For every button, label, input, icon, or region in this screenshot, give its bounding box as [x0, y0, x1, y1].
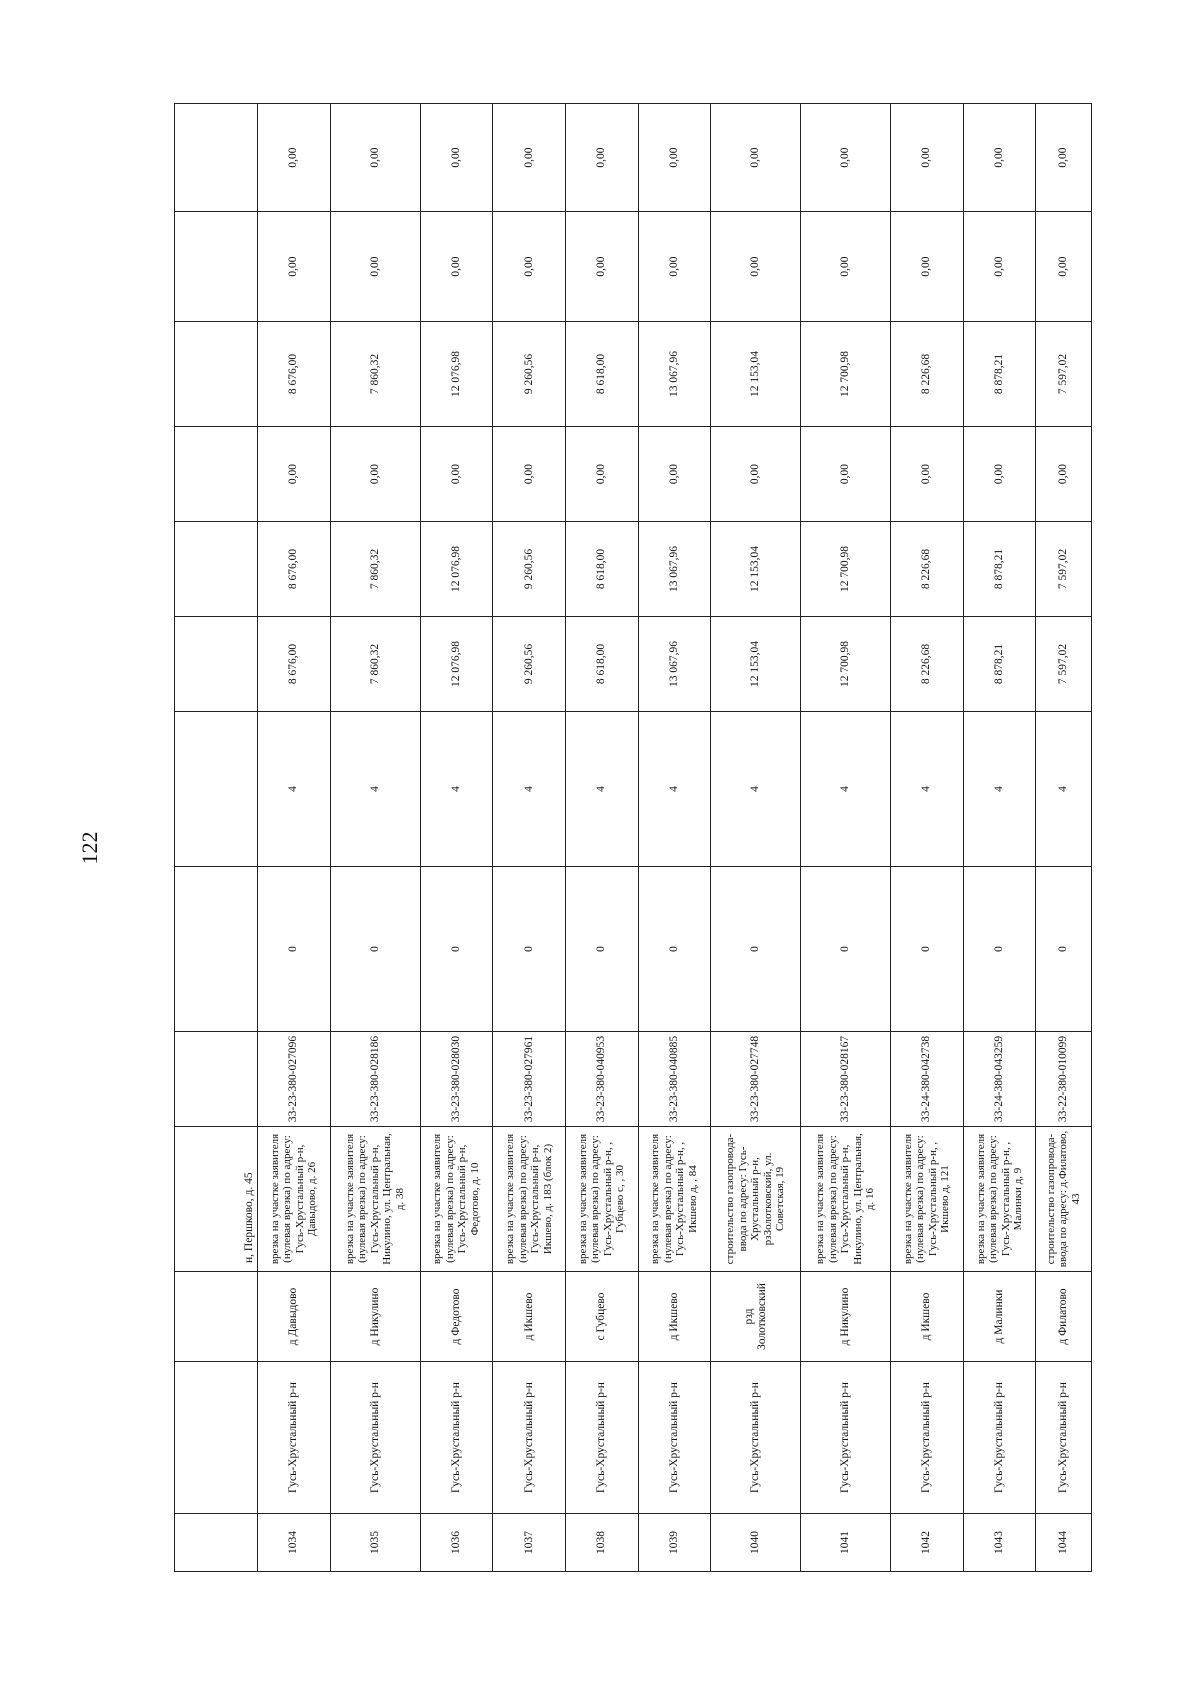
cell-c4: 9 260,56 — [493, 322, 566, 427]
cell-desc: врезка на участке заявителя (нулевая врезка) по адресу: Гусь-Хрустальный р-н, Никулино, ул. Центральная, д. 16 — [801, 1127, 891, 1272]
table-row — [565, 104, 638, 1572]
cell-cadastre: 33-24-380-043259 — [963, 1032, 1036, 1127]
table-row — [258, 104, 331, 1572]
cell-c3: 0,00 — [493, 427, 566, 522]
cell-a: 0 — [1036, 867, 1092, 1032]
cell-b: 4 — [330, 712, 420, 867]
cell-c5: 0,00 — [493, 212, 566, 322]
cell-c4: 7 597,02 — [1036, 322, 1092, 427]
cell-c5: 0,00 — [258, 212, 331, 322]
cell-locality: рзд Золотковский — [711, 1272, 801, 1362]
cell-c3: 0,00 — [420, 427, 493, 522]
table-row — [330, 104, 420, 1572]
cell-c6: 0,00 — [330, 104, 420, 212]
cell-locality — [175, 1272, 258, 1362]
cell-desc: врезка на участке заявителя (нулевая врезка) по адресу: Гусь-Хрустальный р-н, Никулино, ул. Центральная, д. 38 — [330, 1127, 420, 1272]
cell-c5: 0,00 — [565, 212, 638, 322]
cell-district: Гусь-Хрустальный р-н — [963, 1362, 1036, 1514]
cell-num: 1039 — [638, 1514, 711, 1572]
cell-c2: 8 676,00 — [258, 522, 331, 617]
cell-desc: строительство газопровода-ввода по адресу: д.Филатово, 43 — [1036, 1127, 1092, 1272]
cell-a: 0 — [963, 867, 1036, 1032]
table-row — [801, 104, 891, 1572]
cell-district: Гусь-Хрустальный р-н — [1036, 1362, 1092, 1514]
cell-locality: д Филатово — [1036, 1272, 1092, 1362]
cell-c5: 0,00 — [801, 212, 891, 322]
cell-c5 — [175, 212, 258, 322]
cell-desc: врезка на участке заявителя (нулевая врезка) по адресу: Гусь-Хрустальный р-н, , Малинки д, 9 — [963, 1127, 1036, 1272]
cell-c2: 8 878,21 — [963, 522, 1036, 617]
cell-c3: 0,00 — [711, 427, 801, 522]
cell-c5: 0,00 — [963, 212, 1036, 322]
cell-desc: врезка на участке заявителя (нулевая врезка) по адресу: Гусь-Хрустальный р-н, , Икшево д, 121 — [890, 1127, 963, 1272]
table-row-continuation — [175, 104, 258, 1572]
table-row — [638, 104, 711, 1572]
cell-c2: 7 597,02 — [1036, 522, 1092, 617]
cell-c2: 12 076,98 — [420, 522, 493, 617]
registry-table-body — [175, 104, 1092, 1572]
cell-num — [175, 1514, 258, 1572]
cell-a: 0 — [638, 867, 711, 1032]
cell-num: 1043 — [963, 1514, 1036, 1572]
cell-c2: 12 700,98 — [801, 522, 891, 617]
cell-num: 1040 — [711, 1514, 801, 1572]
cell-locality: д Малинки — [963, 1272, 1036, 1362]
cell-district: Гусь-Хрустальный р-н — [638, 1362, 711, 1514]
cell-b: 4 — [638, 712, 711, 867]
cell-c2: 8 618,00 — [565, 522, 638, 617]
cell-c3: 0,00 — [330, 427, 420, 522]
cell-a: 0 — [330, 867, 420, 1032]
cell-num: 1035 — [330, 1514, 420, 1572]
registry-table — [174, 103, 1092, 1572]
cell-c2: 13 067,96 — [638, 522, 711, 617]
cell-a: 0 — [801, 867, 891, 1032]
table-row — [493, 104, 566, 1572]
cell-c6: 0,00 — [258, 104, 331, 212]
cell-c1: 9 260,56 — [493, 617, 566, 712]
cell-c4: 13 067,96 — [638, 322, 711, 427]
cell-c3: 0,00 — [258, 427, 331, 522]
cell-c3: 0,00 — [890, 427, 963, 522]
cell-desc: врезка на участке заявителя (нулевая врезка) по адресу: Гусь-Хрустальный р-н, Давыдово, д. 26 — [258, 1127, 331, 1272]
cell-district: Гусь-Хрустальный р-н — [420, 1362, 493, 1514]
cell-c6 — [175, 104, 258, 212]
cell-c4: 8 226,68 — [890, 322, 963, 427]
cell-c4: 8 676,00 — [258, 322, 331, 427]
cell-c2: 7 860,32 — [330, 522, 420, 617]
cell-b: 4 — [711, 712, 801, 867]
cell-c1: 8 878,21 — [963, 617, 1036, 712]
table-row — [420, 104, 493, 1572]
cell-c4: 12 153,04 — [711, 322, 801, 427]
cell-desc: строительство газопровода-ввода по адресу: Гусь-Хрустальный р-н, рзЗолотковский, ул. Советская, 19 — [711, 1127, 801, 1272]
cell-c4: 12 700,98 — [801, 322, 891, 427]
cell-b — [175, 712, 258, 867]
cell-desc: врезка на участке заявителя (нулевая врезка) по адресу: Гусь-Хрустальный р-н, Федотово, д. 10 — [420, 1127, 493, 1272]
cell-c4: 7 860,32 — [330, 322, 420, 427]
cell-b: 4 — [1036, 712, 1092, 867]
page-number: 122 — [77, 831, 102, 865]
cell-desc: врезка на участке заявителя (нулевая врезка) по адресу: Гусь-Хрустальный р-н, , Губцево с, , 30 — [565, 1127, 638, 1272]
cell-c6: 0,00 — [420, 104, 493, 212]
table-row — [1036, 104, 1092, 1572]
table-row — [890, 104, 963, 1572]
cell-num: 1038 — [565, 1514, 638, 1572]
cell-cadastre: 33-23-380-028030 — [420, 1032, 493, 1127]
cell-c2: 8 226,68 — [890, 522, 963, 617]
cell-district: Гусь-Хрустальный р-н — [493, 1362, 566, 1514]
cell-c3: 0,00 — [638, 427, 711, 522]
cell-b: 4 — [493, 712, 566, 867]
cell-locality: д Икшево — [493, 1272, 566, 1362]
cell-c5: 0,00 — [711, 212, 801, 322]
cell-c4 — [175, 322, 258, 427]
cell-c6: 0,00 — [711, 104, 801, 212]
cell-a — [175, 867, 258, 1032]
cell-b: 4 — [565, 712, 638, 867]
cell-a: 0 — [890, 867, 963, 1032]
cell-desc: врезка на участке заявителя (нулевая врезка) по адресу: Гусь-Хрустальный р-н, Икшево, д. 183 (блок 2) — [493, 1127, 566, 1272]
cell-c4: 8 618,00 — [565, 322, 638, 427]
cell-c6: 0,00 — [565, 104, 638, 212]
cell-district: Гусь-Хрустальный р-н — [890, 1362, 963, 1514]
cell-num: 1034 — [258, 1514, 331, 1572]
cell-cadastre: 33-23-380-028186 — [330, 1032, 420, 1127]
cell-b: 4 — [420, 712, 493, 867]
cell-c1: 8 676,00 — [258, 617, 331, 712]
cell-district: Гусь-Хрустальный р-н — [801, 1362, 891, 1514]
cell-cadastre: 33-23-380-027096 — [258, 1032, 331, 1127]
cell-desc-continuation: н, Першково, д. 45 — [175, 1127, 258, 1272]
cell-c1: 12 076,98 — [420, 617, 493, 712]
cell-district — [175, 1362, 258, 1514]
table-rotated-wrapper — [174, 104, 1092, 1572]
cell-c3: 0,00 — [565, 427, 638, 522]
cell-c5: 0,00 — [638, 212, 711, 322]
cell-c5: 0,00 — [1036, 212, 1092, 322]
cell-cadastre — [175, 1032, 258, 1127]
cell-num: 1036 — [420, 1514, 493, 1572]
cell-locality: д Никулино — [801, 1272, 891, 1362]
cell-locality: д Федотово — [420, 1272, 493, 1362]
cell-c4: 8 878,21 — [963, 322, 1036, 427]
cell-cadastre: 33-23-380-028167 — [801, 1032, 891, 1127]
cell-b: 4 — [890, 712, 963, 867]
cell-locality: д Никулино — [330, 1272, 420, 1362]
cell-c1 — [175, 617, 258, 712]
cell-c3: 0,00 — [963, 427, 1036, 522]
cell-c5: 0,00 — [330, 212, 420, 322]
cell-c2: 9 260,56 — [493, 522, 566, 617]
cell-b: 4 — [801, 712, 891, 867]
cell-cadastre: 33-23-380-027961 — [493, 1032, 566, 1127]
cell-c6: 0,00 — [801, 104, 891, 212]
cell-c1: 7 597,02 — [1036, 617, 1092, 712]
cell-c6: 0,00 — [493, 104, 566, 212]
cell-a: 0 — [258, 867, 331, 1032]
cell-num: 1037 — [493, 1514, 566, 1572]
cell-c1: 7 860,32 — [330, 617, 420, 712]
cell-locality: д Икшево — [890, 1272, 963, 1362]
cell-c3 — [175, 427, 258, 522]
cell-desc: врезка на участке заявителя (нулевая врезка) по адресу: Гусь-Хрустальный р-н, , Икшево д, , 84 — [638, 1127, 711, 1272]
cell-a: 0 — [565, 867, 638, 1032]
cell-c1: 13 067,96 — [638, 617, 711, 712]
cell-cadastre: 33-22-380-010099 — [1036, 1032, 1092, 1127]
cell-num: 1042 — [890, 1514, 963, 1572]
cell-c3: 0,00 — [1036, 427, 1092, 522]
cell-num: 1044 — [1036, 1514, 1092, 1572]
cell-c6: 0,00 — [1036, 104, 1092, 212]
cell-c3: 0,00 — [801, 427, 891, 522]
cell-num: 1041 — [801, 1514, 891, 1572]
cell-district: Гусь-Хрустальный р-н — [711, 1362, 801, 1514]
table-row — [963, 104, 1036, 1572]
cell-c6: 0,00 — [963, 104, 1036, 212]
cell-c2: 12 153,04 — [711, 522, 801, 617]
cell-c1: 12 153,04 — [711, 617, 801, 712]
cell-c1: 8 226,68 — [890, 617, 963, 712]
cell-c2 — [175, 522, 258, 617]
cell-cadastre: 33-23-380-040885 — [638, 1032, 711, 1127]
cell-a: 0 — [711, 867, 801, 1032]
cell-c5: 0,00 — [890, 212, 963, 322]
cell-b: 4 — [963, 712, 1036, 867]
cell-a: 0 — [420, 867, 493, 1032]
cell-district: Гусь-Хрустальный р-н — [330, 1362, 420, 1514]
cell-c4: 12 076,98 — [420, 322, 493, 427]
cell-cadastre: 33-23-380-027748 — [711, 1032, 801, 1127]
cell-cadastre: 33-23-380-040953 — [565, 1032, 638, 1127]
cell-locality: с Губцево — [565, 1272, 638, 1362]
cell-b: 4 — [258, 712, 331, 867]
cell-c1: 8 618,00 — [565, 617, 638, 712]
cell-district: Гусь-Хрустальный р-н — [258, 1362, 331, 1514]
cell-locality: д Икшево — [638, 1272, 711, 1362]
cell-locality: д Давыдово — [258, 1272, 331, 1362]
cell-district: Гусь-Хрустальный р-н — [565, 1362, 638, 1514]
cell-cadastre: 33-24-380-042738 — [890, 1032, 963, 1127]
table-row — [711, 104, 801, 1572]
cell-c5: 0,00 — [420, 212, 493, 322]
cell-c6: 0,00 — [890, 104, 963, 212]
cell-a: 0 — [493, 867, 566, 1032]
cell-c1: 12 700,98 — [801, 617, 891, 712]
cell-c6: 0,00 — [638, 104, 711, 212]
